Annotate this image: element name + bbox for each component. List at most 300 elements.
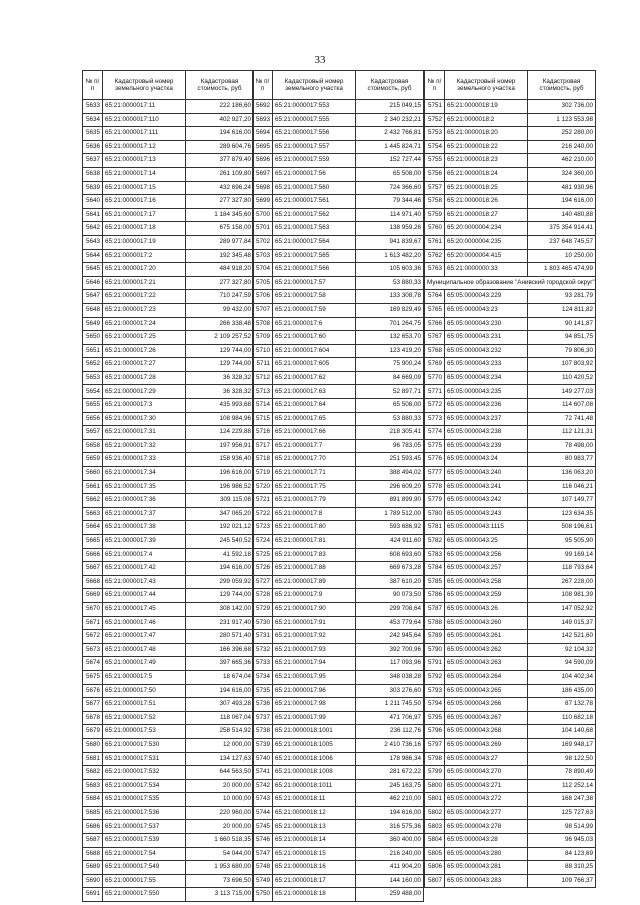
table-row — [253, 167, 424, 181]
cadastral-value: 296 609,20 — [356, 480, 424, 494]
table-row — [253, 725, 424, 739]
cadastral-number: 65:21:0000017:566 — [273, 263, 356, 277]
table-row — [83, 630, 254, 644]
table-row — [83, 385, 254, 399]
cadastral-number: 65:20:0000004:235 — [445, 235, 528, 249]
row-number: 5777 — [425, 467, 445, 481]
cadastral-value: 94 590,09 — [528, 657, 596, 671]
row-number: 5749 — [253, 874, 273, 888]
cadastral-value: 259 488,00 — [356, 888, 424, 902]
table-row — [83, 127, 254, 141]
cadastral-value: 237 648 745,57 — [528, 235, 596, 249]
cadastral-value: 79 344,46 — [356, 195, 424, 209]
cadastral-value: 277 327,80 — [186, 195, 254, 209]
cadastral-value: 481 930,96 — [528, 181, 596, 195]
table-row — [83, 480, 254, 494]
row-number: 5665 — [83, 535, 103, 549]
row-number: 5787 — [425, 602, 445, 616]
cadastral-number: 65:21:0000017:89 — [273, 575, 356, 589]
cadastral-number: 65:21:0000018:20 — [445, 127, 528, 141]
row-number: 5635 — [83, 127, 103, 141]
table-row — [425, 562, 596, 576]
row-number: 5797 — [425, 738, 445, 752]
row-number: 5764 — [425, 290, 445, 304]
cadastral-value: 96 783,05 — [356, 439, 424, 453]
row-number: 5645 — [83, 263, 103, 277]
cadastral-value: 324 360,00 — [528, 167, 596, 181]
cadastral-value: 216 240,00 — [528, 140, 596, 154]
cadastral-value: 168 247,38 — [528, 793, 596, 807]
table-row — [253, 100, 424, 114]
cadastral-value: 104 140,68 — [528, 725, 596, 739]
table-row — [425, 317, 596, 331]
table-row — [425, 548, 596, 562]
table-row — [425, 494, 596, 508]
cadastral-value: 73 696,50 — [186, 874, 254, 888]
cadastral-number: 65:21:0000018:14 — [273, 834, 356, 848]
row-number: 5690 — [83, 874, 103, 888]
row-number: 5759 — [425, 208, 445, 222]
cadastral-number: 65:21:0000017:71 — [273, 467, 356, 481]
row-number: 5730 — [253, 616, 273, 630]
cadastral-number: 65:21:0000017:553 — [273, 100, 356, 114]
row-number: 5655 — [83, 399, 103, 413]
cadastral-number: 65:05:0000043:277 — [445, 806, 528, 820]
cadastral-number: 65:21:0000017:59 — [273, 303, 356, 317]
cadastral-value: 75 900,24 — [356, 358, 424, 372]
row-number: 5704 — [253, 263, 273, 277]
cadastral-number: 65:05:0000043:272 — [445, 793, 528, 807]
cadastral-number: 65:21:0000017:56 — [273, 167, 356, 181]
table-row — [253, 698, 424, 712]
table-row — [83, 725, 254, 739]
row-number: 5705 — [253, 276, 273, 290]
table-row — [253, 589, 424, 603]
cadastral-value: 277 327,80 — [186, 276, 254, 290]
cadastral-value: 402 927,20 — [186, 113, 254, 127]
table-row — [425, 208, 596, 222]
table-row — [83, 208, 254, 222]
row-number: 5683 — [83, 779, 103, 793]
cadastral-number: 65:05:0000043:237 — [445, 412, 528, 426]
cadastral-number: 65:21:0000017:52 — [103, 711, 186, 725]
cadastral-number: 65:05:0000043:257 — [445, 562, 528, 576]
row-number: 5636 — [83, 140, 103, 154]
row-number: 5671 — [83, 616, 103, 630]
table-row — [425, 195, 596, 209]
cadastral-number: 65:05:0000043:269 — [445, 738, 528, 752]
table-row — [253, 738, 424, 752]
row-number: 5803 — [425, 820, 445, 834]
table-row — [83, 752, 254, 766]
table-row — [425, 127, 596, 141]
section-row — [425, 276, 596, 290]
row-number: 5779 — [425, 494, 445, 508]
table-row — [253, 494, 424, 508]
row-number: 5806 — [425, 861, 445, 875]
cadastral-value: 105 603,36 — [356, 263, 424, 277]
cadastral-value: 90 141,87 — [528, 317, 596, 331]
table-row — [253, 276, 424, 290]
table-row — [425, 358, 596, 372]
cadastral-number: 65:05:0000043:278 — [445, 820, 528, 834]
table-row — [425, 698, 596, 712]
table-row — [83, 779, 254, 793]
row-number: 5805 — [425, 847, 445, 861]
row-number: 5676 — [83, 684, 103, 698]
row-number: 5729 — [253, 602, 273, 616]
cadastral-value: 308 142,00 — [186, 602, 254, 616]
cadastral-value: 196 986,52 — [186, 480, 254, 494]
cadastral-value: 136 063,20 — [528, 467, 596, 481]
cadastral-number: 65:21:0000018:19 — [445, 100, 528, 114]
cadastral-value: 644 563,50 — [186, 766, 254, 780]
cadastral-value: 316 575,36 — [356, 820, 424, 834]
cadastral-value: 675 158,00 — [186, 222, 254, 236]
row-number: 5754 — [425, 140, 445, 154]
row-number: 5758 — [425, 195, 445, 209]
table-row — [425, 589, 596, 603]
cadastral-value: 392 700,96 — [356, 643, 424, 657]
row-number: 5648 — [83, 303, 103, 317]
cadastral-value: 123 634,35 — [528, 507, 596, 521]
cadastral-number: 65:21:0000017:51 — [103, 698, 186, 712]
table-row — [253, 684, 424, 698]
cadastral-number: 65:21:0000017:564 — [273, 235, 356, 249]
cadastral-number: 65:21:0000017:18 — [103, 222, 186, 236]
row-number: 5723 — [253, 521, 273, 535]
cadastral-value: 99 169,14 — [528, 548, 596, 562]
cadastral-value: 98 122,50 — [528, 752, 596, 766]
cadastral-number: 65:21:0000017:550 — [103, 888, 186, 902]
cadastral-value: 78 498,00 — [528, 439, 596, 453]
table-row — [83, 847, 254, 861]
row-number: 5686 — [83, 820, 103, 834]
row-number: 5742 — [253, 779, 273, 793]
row-number: 5651 — [83, 344, 103, 358]
row-number: 5695 — [253, 140, 273, 154]
cadastral-value: 222 186,60 — [186, 100, 254, 114]
row-number: 5696 — [253, 154, 273, 168]
cadastral-value: 669 673,28 — [356, 562, 424, 576]
row-number: 5703 — [253, 249, 273, 263]
cadastral-value: 149 277,03 — [528, 385, 596, 399]
cadastral-number: 65:21:0000017:28 — [103, 371, 186, 385]
row-number: 5733 — [253, 657, 273, 671]
cadastral-number: 65:21:0000018:1006 — [273, 752, 356, 766]
row-number: 5799 — [425, 766, 445, 780]
cadastral-number: 65:21:0000017:95 — [273, 670, 356, 684]
cadastral-number: 65:05:0000043:265 — [445, 684, 528, 698]
cadastral-value: 267 228,00 — [528, 575, 596, 589]
cadastral-value: 109 766,37 — [528, 874, 596, 888]
table-row — [253, 439, 424, 453]
table-row — [425, 140, 596, 154]
table-row — [425, 331, 596, 345]
row-number: 5702 — [253, 235, 273, 249]
cadastral-number: 65:21:0000017:555 — [273, 113, 356, 127]
cadastral-number: 65:21:0000017:562 — [273, 208, 356, 222]
cadastral-number: 65:21:0000017:29 — [103, 385, 186, 399]
cadastral-value: 377 879,40 — [186, 154, 254, 168]
cadastral-number: 65:21:0000017:110 — [103, 113, 186, 127]
table-row — [83, 861, 254, 875]
cadastral-value: 98 514,99 — [528, 820, 596, 834]
table-row — [253, 779, 424, 793]
row-number: 5790 — [425, 643, 445, 657]
table-row — [83, 167, 254, 181]
cadastral-value: 724 366,60 — [356, 181, 424, 195]
row-number: 5796 — [425, 725, 445, 739]
cadastral-number: 65:21:0000017:6 — [273, 317, 356, 331]
cadastral-table-left — [82, 70, 254, 902]
header-cadastral-value: Кадастровая стоимость, руб — [356, 71, 424, 100]
cadastral-number: 65:21:0000017:64 — [273, 399, 356, 413]
cadastral-number: 65:21:0000017:43 — [103, 575, 186, 589]
cadastral-value: 112 121,31 — [528, 426, 596, 440]
cadastral-value: 266 338,48 — [186, 317, 254, 331]
row-number: 5795 — [425, 711, 445, 725]
cadastral-value: 110 420,52 — [528, 371, 596, 385]
cadastral-value: 134 127,63 — [186, 752, 254, 766]
cadastral-value: 197 956,91 — [186, 439, 254, 453]
cadastral-number: 65:21:0000017:565 — [273, 249, 356, 263]
table-row — [253, 820, 424, 834]
cadastral-number: 65:21:0000017:532 — [103, 766, 186, 780]
cadastral-number: 65:21:0000017:563 — [273, 222, 356, 236]
cadastral-number: 65:21:0000017:561 — [273, 195, 356, 209]
row-number: 5746 — [253, 834, 273, 848]
cadastral-number: 65:21:0000017:44 — [103, 589, 186, 603]
cadastral-number: 65:05:0000043:281 — [445, 861, 528, 875]
row-number: 5687 — [83, 834, 103, 848]
cadastral-number: 65:21:0000018:18 — [273, 888, 356, 902]
cadastral-number: 65:21:0000017:47 — [103, 630, 186, 644]
table-row — [83, 344, 254, 358]
cadastral-value: 258 514,92 — [186, 725, 254, 739]
table-row — [253, 426, 424, 440]
table-row — [83, 181, 254, 195]
cadastral-value: 347 065,20 — [186, 507, 254, 521]
row-number: 5767 — [425, 331, 445, 345]
row-number: 5766 — [425, 317, 445, 331]
cadastral-number: 65:05:0000043:235 — [445, 385, 528, 399]
cadastral-number: 65:20:0000004:415 — [445, 249, 528, 263]
cadastral-value: 194 616,00 — [528, 195, 596, 209]
cadastral-value: 186 435,00 — [528, 684, 596, 698]
header-cadastral-value: Кадастровая стоимость, руб — [186, 71, 254, 100]
cadastral-value: 149 015,37 — [528, 616, 596, 630]
row-number: 5649 — [83, 317, 103, 331]
cadastral-value: 462 210,00 — [356, 793, 424, 807]
row-number: 5768 — [425, 344, 445, 358]
row-number: 5654 — [83, 385, 103, 399]
cadastral-number: 65:05:0000043:262 — [445, 643, 528, 657]
cadastral-number: 65:05:0000043:28 — [445, 834, 528, 848]
table-row — [83, 711, 254, 725]
cadastral-value: 152 727,44 — [356, 154, 424, 168]
cadastral-value: 453 779,64 — [356, 616, 424, 630]
cadastral-number: 65:21:0000018:24 — [445, 167, 528, 181]
cadastral-value: 116 046,21 — [528, 480, 596, 494]
cadastral-number: 65:21:0000017:7 — [273, 439, 356, 453]
cadastral-value: 194 616,00 — [356, 806, 424, 820]
cadastral-number: 65:21:0000018:25 — [445, 181, 528, 195]
cadastral-number: 65:05:0000043:261 — [445, 630, 528, 644]
table-row — [83, 154, 254, 168]
cadastral-number: 65:21:0000017:31 — [103, 426, 186, 440]
table-row — [425, 806, 596, 820]
table-row — [425, 344, 596, 358]
row-number: 5760 — [425, 222, 445, 236]
cadastral-value: 78 890,49 — [528, 766, 596, 780]
table-row — [253, 643, 424, 657]
table-row — [83, 684, 254, 698]
table-row — [83, 371, 254, 385]
row-number: 5674 — [83, 657, 103, 671]
cadastral-table-right — [424, 70, 596, 888]
cadastral-value: 941 839,67 — [356, 235, 424, 249]
row-number: 5728 — [253, 589, 273, 603]
row-number: 5659 — [83, 453, 103, 467]
table-row — [253, 861, 424, 875]
table-row — [425, 670, 596, 684]
table-row — [253, 222, 424, 236]
cadastral-value: 194 616,00 — [186, 562, 254, 576]
cadastral-value: 471 706,97 — [356, 711, 424, 725]
row-number: 5638 — [83, 167, 103, 181]
cadastral-number: 65:05:0000043:1115 — [445, 521, 528, 535]
table-row — [425, 154, 596, 168]
cadastral-value: 18 674,04 — [186, 670, 254, 684]
row-number: 5775 — [425, 439, 445, 453]
cadastral-number: 65:21:0000018:26 — [445, 195, 528, 209]
cadastral-value: 104 402,34 — [528, 670, 596, 684]
cadastral-number: 65:21:0000017:83 — [273, 548, 356, 562]
table-row — [425, 222, 596, 236]
cadastral-number: 65:05:0000043:266 — [445, 698, 528, 712]
row-number: 5778 — [425, 480, 445, 494]
row-number: 5763 — [425, 263, 445, 277]
cadastral-value: 52 897,71 — [356, 385, 424, 399]
cadastral-number: 65:21:0000017:91 — [273, 616, 356, 630]
cadastral-value: 220 960,00 — [186, 806, 254, 820]
row-number: 5769 — [425, 358, 445, 372]
cadastral-number: 65:21:0000017:531 — [103, 752, 186, 766]
cadastral-number: 65:05:0000043:24 — [445, 453, 528, 467]
cadastral-value: 108 981,39 — [528, 589, 596, 603]
cadastral-value: 95 505,90 — [528, 535, 596, 549]
row-number: 5656 — [83, 412, 103, 426]
row-number: 5782 — [425, 535, 445, 549]
cadastral-number: 65:21:0000017:99 — [273, 711, 356, 725]
table-row — [83, 303, 254, 317]
table-row — [253, 385, 424, 399]
row-number: 5710 — [253, 344, 273, 358]
cadastral-number: 65:05:0000043:26 — [445, 602, 528, 616]
cadastral-number: 65:21:0000017:535 — [103, 793, 186, 807]
cadastral-number: 65:21:0000017:93 — [273, 643, 356, 657]
cadastral-number: 65:21:0000017:14 — [103, 167, 186, 181]
row-number: 5670 — [83, 602, 103, 616]
cadastral-number: 65:21:0000017:2 — [103, 249, 186, 263]
table-row — [425, 303, 596, 317]
cadastral-value: 133 308,78 — [356, 290, 424, 304]
table-row — [253, 113, 424, 127]
cadastral-number: 65:21:0000017:536 — [103, 806, 186, 820]
cadastral-number: 65:05:0000043:264 — [445, 670, 528, 684]
table-row — [83, 562, 254, 576]
header-number: № п/п — [83, 71, 103, 100]
row-number: 5715 — [253, 412, 273, 426]
row-number: 5785 — [425, 575, 445, 589]
cadastral-value: 1 613 482,20 — [356, 249, 424, 263]
row-number: 5716 — [253, 426, 273, 440]
cadastral-value: 1 184 345,60 — [186, 208, 254, 222]
table-row — [253, 535, 424, 549]
row-number: 5772 — [425, 399, 445, 413]
row-number: 5734 — [253, 670, 273, 684]
table-row — [425, 847, 596, 861]
cadastral-value: 348 038,28 — [356, 670, 424, 684]
row-number: 5684 — [83, 793, 103, 807]
cadastral-value: 178 986,34 — [356, 752, 424, 766]
row-number: 5794 — [425, 698, 445, 712]
table-row — [425, 385, 596, 399]
cadastral-number: 65:21:0000018:22 — [445, 140, 528, 154]
table-row — [253, 521, 424, 535]
cadastral-number: 65:21:0000018:17 — [273, 874, 356, 888]
cadastral-value: 107 803,92 — [528, 358, 596, 372]
row-number: 5731 — [253, 630, 273, 644]
row-number: 5747 — [253, 847, 273, 861]
table-row — [253, 670, 424, 684]
table-row — [425, 249, 596, 263]
table-row — [425, 167, 596, 181]
cadastral-value: 12 000,00 — [186, 738, 254, 752]
cadastral-value: 84 669,09 — [356, 371, 424, 385]
section-title: Муниципальное образование "Анивский городской округ" — [425, 276, 596, 290]
table-row — [425, 263, 596, 277]
cadastral-value: 397 665,36 — [186, 657, 254, 671]
cadastral-value: 194 616,00 — [186, 684, 254, 698]
table-row — [253, 235, 424, 249]
table-row — [253, 303, 424, 317]
cadastral-value: 411 904,20 — [356, 861, 424, 875]
table-row — [83, 467, 254, 481]
table-row — [425, 453, 596, 467]
row-number: 5642 — [83, 222, 103, 236]
cadastral-number: 65:21:0000017:98 — [273, 698, 356, 712]
cadastral-value: 118 793,64 — [528, 562, 596, 576]
cadastral-value: 192 345,48 — [186, 249, 254, 263]
table-row — [83, 494, 254, 508]
table-row — [253, 358, 424, 372]
row-number: 5761 — [425, 235, 445, 249]
table-row — [425, 439, 596, 453]
table-row — [425, 738, 596, 752]
cadastral-value: 1 953 680,00 — [186, 861, 254, 875]
cadastral-number: 65:05:0000043:259 — [445, 589, 528, 603]
cadastral-value: 144 160,00 — [356, 874, 424, 888]
cadastral-number: 65:21:0000017:5 — [103, 670, 186, 684]
table-row — [425, 820, 596, 834]
cadastral-value: 245 163,75 — [356, 779, 424, 793]
table-row — [83, 195, 254, 209]
row-number: 5706 — [253, 290, 273, 304]
row-number: 5756 — [425, 167, 445, 181]
table-row — [83, 657, 254, 671]
